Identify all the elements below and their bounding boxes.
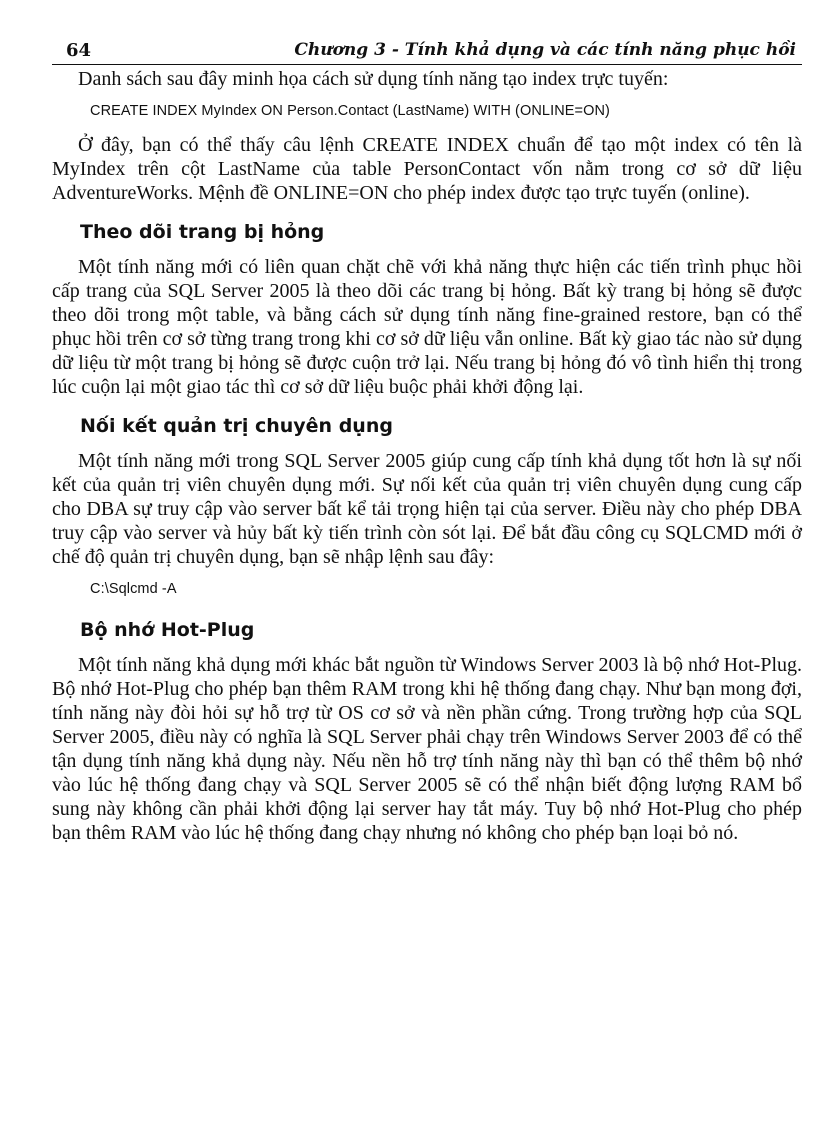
intro-paragraph: Danh sách sau đây minh họa cách sử dụng tính năng tạo index trực tuyến: xyxy=(78,68,669,90)
section-heading-page-tracking: Theo dõi trang bị hỏng xyxy=(80,221,325,243)
explanation-paragraph: Ở đây, bạn có thể thấy câu lệnh CREATE INDEX chuẩn để tạo một index có tên là MyIndex trên cột LastName của table PersonContact vốn nằm trong cơ sở dữ liệu AdventureWorks. Mệnh đề ONLINE=ON cho phép index được tạo trực tuyến (online). xyxy=(52,134,802,204)
chapter-title: Chương 3 - Tính khả dụng và các tính năng phục hồi xyxy=(294,40,796,60)
code-create-index: CREATE INDEX MyIndex ON Person.Contact (LastName) WITH (ONLINE=ON) xyxy=(90,103,610,119)
section-heading-hotplug: Bộ nhớ Hot-Plug xyxy=(80,619,255,641)
section-heading-dac: Nối kết quản trị chuyên dụng xyxy=(80,415,393,437)
hotplug-paragraph: Một tính năng khả dụng mới khác bắt nguồn từ Windows Server 2003 là bộ nhớ Hot-Plug. Bộ nhớ Hot-Plug cho phép bạn thêm RAM trong khi hệ thống đang chạy. Như bạn mong đợi, tính năng này đòi hỏi sự hỗ trợ từ OS cơ sở và nền phần cứng. Trong trường hợp của SQL Server 2005, điều này có nghĩa là SQL Server phải chạy trên Windows Server 2003 để có thể tận dụng tính năng khả dụng này. Nếu nền hỗ trợ tính năng này thì bạn có thể thêm bộ nhớ vào lúc hệ thống đang chạy và SQL Server 2005 sẽ có thể nhận biết động lượng RAM bổ sung này không cần phải khởi động lại server hay tắt máy. Tuy bộ nhớ Hot-Plug cho phép bạn thêm RAM vào lúc hệ thống đang chạy nhưng nó không cho phép bạn loại bỏ nó. xyxy=(52,654,802,844)
book-page xyxy=(52,38,802,845)
dac-paragraph: Một tính năng mới trong SQL Server 2005 giúp cung cấp tính khả dụng tốt hơn là sự nối kết của quản trị viên chuyên dụng mới. Sự nối kết của quản trị viên chuyên dụng cung cấp cho DBA sự truy cập vào server bất kể tải trọng hiện tại của server. Điều này cho phép DBA truy cập vào server và hủy bất kỳ tiến trình còn sót lại. Để bắt đầu công cụ SQLCMD mới ở chế độ quản trị chuyên dụng, bạn sẽ nhập lệnh sau đây: xyxy=(52,450,802,568)
code-sqlcmd: C:\Sqlcmd -A xyxy=(90,581,177,597)
page-tracking-paragraph: Một tính năng mới có liên quan chặt chẽ với khả năng thực hiện các tiến trình phục hồi cấp trang của SQL Server 2005 là theo dõi các trang bị hỏng. Bất kỳ trang bị hỏng sẽ được theo dõi trong một table, và bằng cách sử dụng tính năng fine-grained restore, bạn có thể phục hồi trên cơ sở từng trang trong khi cơ sở dữ liệu vẫn online. Bất kỳ giao tác nào sử dụng dữ liệu từ một trang bị hỏng sẽ được cuộn trở lại. Nếu trang bị hỏng đó vô tình hiển thị trong lúc cuộn lại một giao tác thì cơ sở dữ liệu buộc phải khởi động lại. xyxy=(52,256,802,398)
page-number: 64 xyxy=(66,40,92,61)
running-header xyxy=(52,38,802,65)
